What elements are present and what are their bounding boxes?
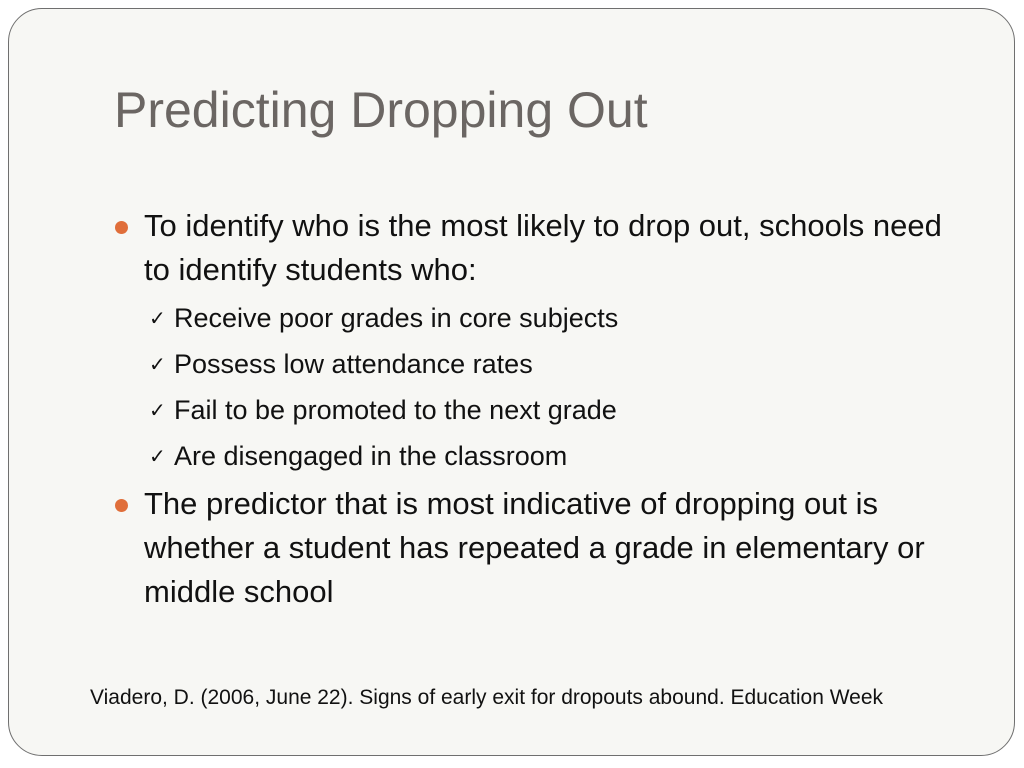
citation-footer: Viadero, D. (2006, June 22). Signs of early exit for dropouts abound. Education Week: [90, 686, 884, 709]
bullet-text: To identify who is the most likely to drop out, schools need to identify students who:: [144, 208, 942, 287]
circle-bullet-icon: [115, 499, 128, 512]
slide-content: [114, 204, 954, 614]
bullet-item: [114, 482, 954, 614]
checkmark-icon: ✓: [149, 444, 166, 468]
sub-bullet-item: [114, 387, 954, 433]
sub-bullet-text: Fail to be promoted to the next grade: [174, 395, 617, 425]
slide-title: Predicting Dropping Out: [114, 82, 648, 138]
sub-bullet-list: [114, 295, 954, 479]
sub-bullet-text: Are disengaged in the classroom: [174, 441, 568, 471]
sub-bullet-text: Possess low attendance rates: [174, 349, 533, 379]
checkmark-icon: ✓: [149, 352, 166, 376]
bullet-text: The predictor that is most indicative of dropping out is whether a student has repeated a grade in elementary or middle school: [144, 486, 925, 609]
checkmark-icon: ✓: [149, 306, 166, 330]
sub-bullet-text: Receive poor grades in core subjects: [174, 303, 619, 333]
circle-bullet-icon: [115, 221, 128, 234]
sub-bullet-item: [114, 295, 954, 341]
sub-bullet-item: [114, 433, 954, 479]
sub-bullet-item: [114, 341, 954, 387]
checkmark-icon: ✓: [149, 398, 166, 422]
bullet-item: [114, 204, 954, 292]
